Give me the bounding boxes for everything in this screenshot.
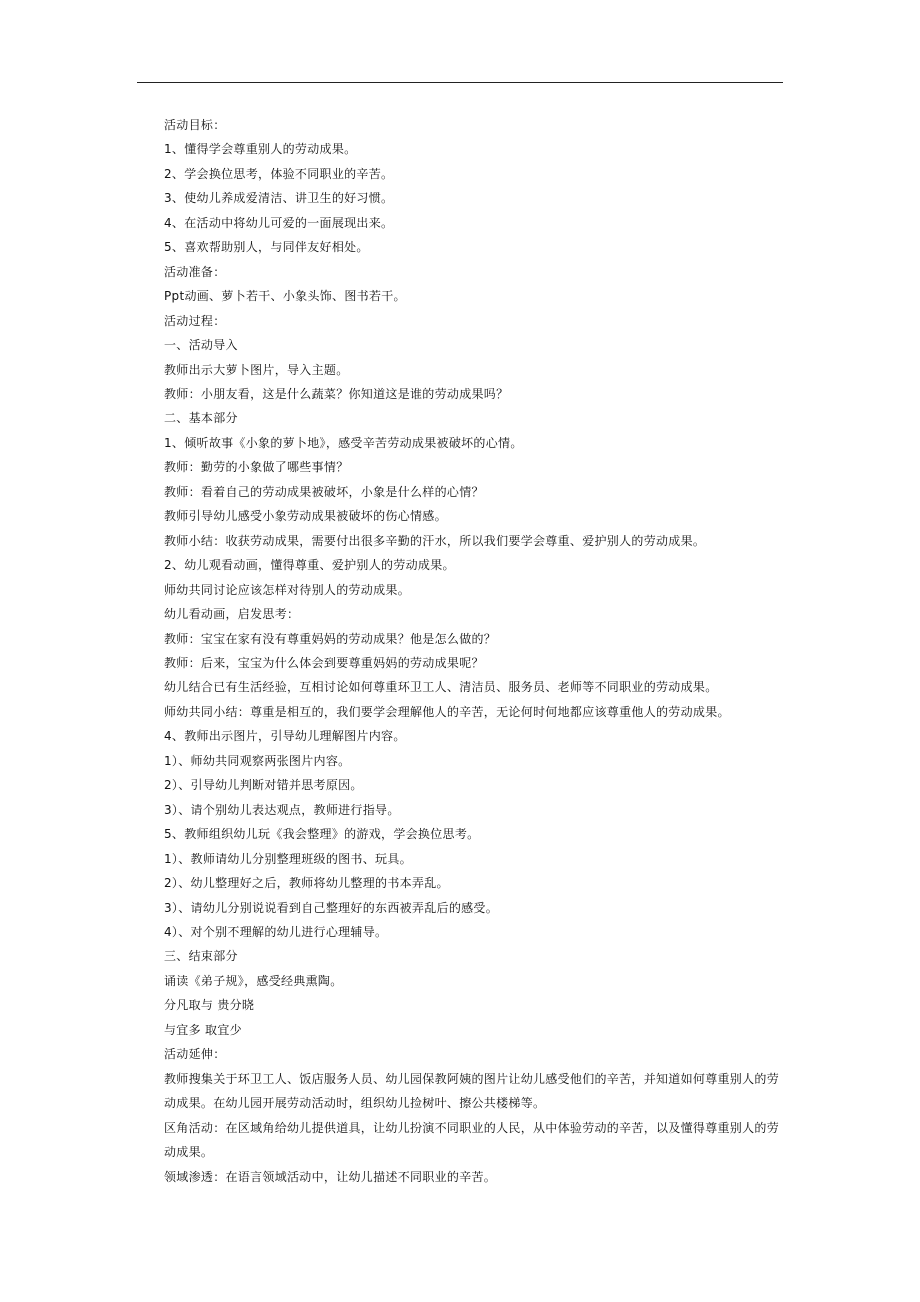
text-line: 教师引导幼儿感受小象劳动成果被破坏的伤心情感。 [164,509,447,524]
text-line: 幼儿结合已有生活经验，互相讨论如何尊重环卫工人、清洁员、服务员、老师等不同职业的劳动成果。 [164,680,718,695]
verse-line: 分凡取与 贵分晓 [164,998,255,1013]
text-line: 5、教师组织幼儿玩《我会整理》的游戏，学会换位思考。 [164,827,480,842]
section-heading-process: 活动过程： [164,313,226,328]
text-line: 师幼共同讨论应该怎样对待别人的劳动成果。 [164,582,411,597]
subheading-intro: 一、活动导入 [164,338,238,353]
text-line: 3）、请幼儿分别说说看到自己整理好的东西被弄乱后的感受。 [164,900,499,915]
goal-item: 5、喜欢帮助别人，与同伴友好相处。 [164,240,369,255]
preparation-text: Ppt动画、萝卜若干、小象头饰、图书若干。 [164,289,406,304]
text-line: 师幼共同小结：尊重是相互的，我们要学会理解他人的辛苦，无论何时何地都应该尊重他人的劳动成果。 [164,704,730,719]
text-line: 教师出示大萝卜图片，导入主题。 [164,362,349,377]
text-line: 2）、幼儿整理好之后，教师将幼儿整理的书本弄乱。 [164,876,449,891]
text-line: 幼儿看动画，启发思考： [164,607,300,622]
section-heading-preparation: 活动准备： [164,264,226,279]
text-line: 1、倾听故事《小象的萝卜地》，感受辛苦劳动成果被破坏的心情。 [164,435,523,450]
text-line: 教师：勤劳的小象做了哪些事情？ [164,460,349,475]
goal-item: 1、懂得学会尊重别人的劳动成果。 [164,142,357,157]
text-line: 教师：宝宝在家有没有尊重妈妈的劳动成果？他是怎么做的？ [164,631,497,646]
header-rule [137,82,783,83]
text-line: 4）、对个别不理解的幼儿进行心理辅导。 [164,924,388,939]
section-heading-goals: 活动目标： [164,118,226,132]
section-heading-extension: 活动延伸： [164,1047,226,1062]
text-line: 3）、请个别幼儿表达观点，教师进行指导。 [164,802,400,817]
text-line: 诵读《弟子规》，感受经典熏陶。 [164,973,343,988]
extension-paragraph: 教师搜集关于环卫工人、饭店服务人员、幼儿园保教阿姨的图片让幼儿感受他们的辛苦，并知道如何尊重别人的劳动成果。在幼儿园开展劳动活动时，组织幼儿捡树叶、擦公共楼梯等。 [164,1071,780,1111]
text-line: 2、幼儿观看动画，懂得尊重、爱护别人的劳动成果。 [164,558,455,573]
text-line: 1）、师幼共同观察两张图片内容。 [164,753,351,768]
text-line: 教师：后来，宝宝为什么体会到要尊重妈妈的劳动成果呢？ [164,655,484,670]
goal-item: 3、使幼儿养成爱清洁、讲卫生的好习惯。 [164,191,394,206]
goal-item: 4、在活动中将幼儿可爱的一面展现出来。 [164,215,394,230]
text-line: 教师：看着自己的劳动成果被破坏，小象是什么样的心情？ [164,484,484,499]
goal-item: 2、学会换位思考，体验不同职业的辛苦。 [164,166,394,181]
subheading-closing: 三、结束部分 [164,949,238,964]
text-line: 教师：小朋友看，这是什么蔬菜？你知道这是谁的劳动成果吗？ [164,386,509,401]
subheading-basic: 二、基本部分 [164,411,238,426]
document-body [164,113,784,1189]
text-line: 1）、教师请幼儿分别整理班级的图书、玩具。 [164,851,412,866]
extension-paragraph: 区角活动：在区域角给幼儿提供道具，让幼儿扮演不同职业的人民，从中体验劳动的辛苦，以及懂得尊重别人的劳动成果。 [164,1120,780,1160]
verse-line: 与宜多 取宜少 [164,1022,242,1037]
extension-paragraph: 领域渗透：在语言领域活动中，让幼儿描述不同职业的辛苦。 [164,1169,497,1184]
text-line: 2）、引导幼儿判断对错并思考原因。 [164,778,363,793]
text-line: 4、教师出示图片，引导幼儿理解图片内容。 [164,729,406,744]
text-line: 教师小结：收获劳动成果，需要付出很多辛勤的汗水，所以我们要学会尊重、爱护别人的劳动成果。 [164,533,706,548]
